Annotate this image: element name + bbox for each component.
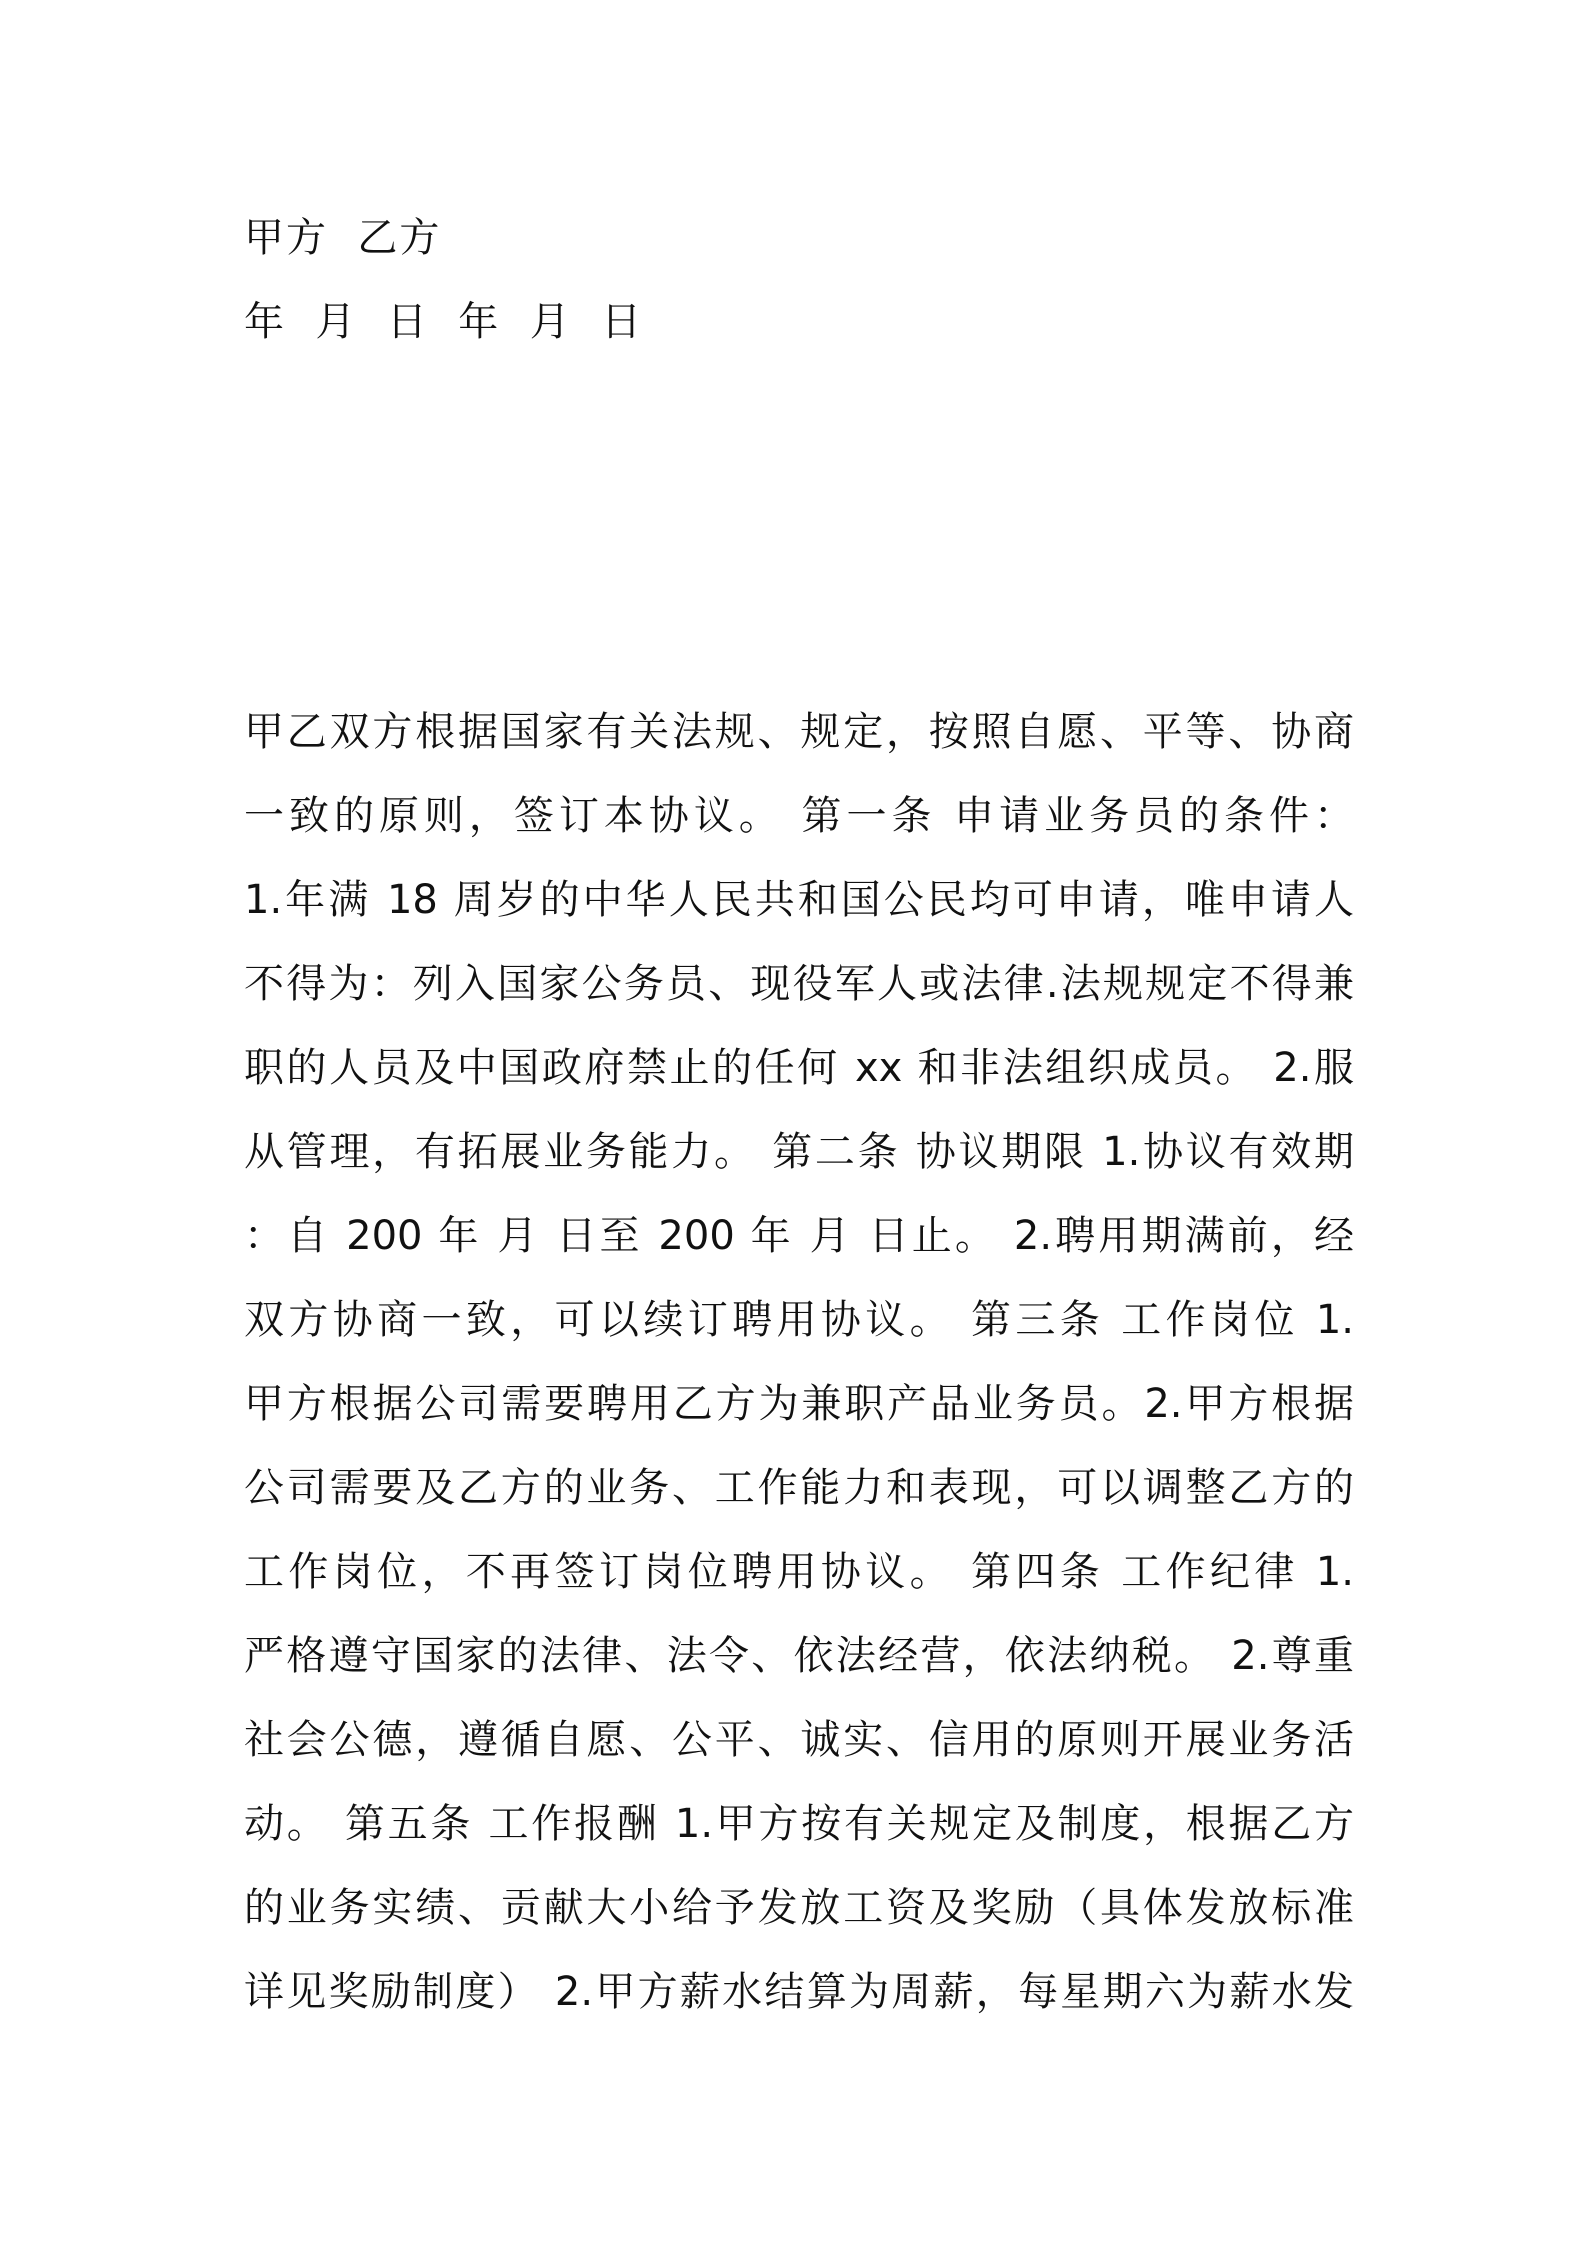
body-line: 动。 第五条 工作报酬 1.甲方按有关规定及制度，根据乙方 xyxy=(244,1801,1354,1847)
body-line: 不得为：列入国家公务员、现役军人或法律.法规规定不得兼 xyxy=(244,961,1354,1007)
body-line: 1.年满 18 周岁的中华人民共和国公民均可申请，唯申请人 xyxy=(244,877,1354,923)
body-line: 公司需要及乙方的业务、工作能力和表现，可以调整乙方的 xyxy=(244,1465,1354,1511)
agreement-body xyxy=(244,690,1354,2034)
signature-dates: 年 月 日 年 月 日 xyxy=(244,299,644,345)
body-line: 一致的原则，签订本协议。 第一条 申请业务员的条件： xyxy=(244,793,1354,839)
body-line: ：自 200 年 月 日至 200 年 月 日止。 2.聘用期满前，经 xyxy=(244,1213,1354,1259)
body-line: 从管理，有拓展业务能力。 第二条 协议期限 1.协议有效期 xyxy=(244,1129,1354,1175)
body-line: 详见奖励制度） 2.甲方薪水结算为周薪，每星期六为薪水发 xyxy=(244,1969,1354,2015)
body-line: 的业务实绩、贡献大小给予发放工资及奖励（具体发放标准 xyxy=(244,1885,1354,1931)
signature-parties: 甲方 乙方 xyxy=(244,215,442,261)
signature-block xyxy=(244,196,643,364)
body-line: 社会公德，遵循自愿、公平、诚实、信用的原则开展业务活 xyxy=(244,1717,1354,1763)
body-line: 职的人员及中国政府禁止的任何 xx 和非法组织成员。 2.服 xyxy=(244,1045,1354,1091)
body-line: 甲乙双方根据国家有关法规、规定，按照自愿、平等、协商 xyxy=(244,709,1354,755)
body-line: 严格遵守国家的法律、法令、依法经营，依法纳税。 2.尊重 xyxy=(244,1633,1354,1679)
body-line: 甲方根据公司需要聘用乙方为兼职产品业务员。2.甲方根据 xyxy=(244,1381,1354,1427)
body-line: 双方协商一致，可以续订聘用协议。 第三条 工作岗位 1. xyxy=(244,1297,1354,1343)
body-line: 工作岗位，不再签订岗位聘用协议。 第四条 工作纪律 1. xyxy=(244,1549,1354,1595)
